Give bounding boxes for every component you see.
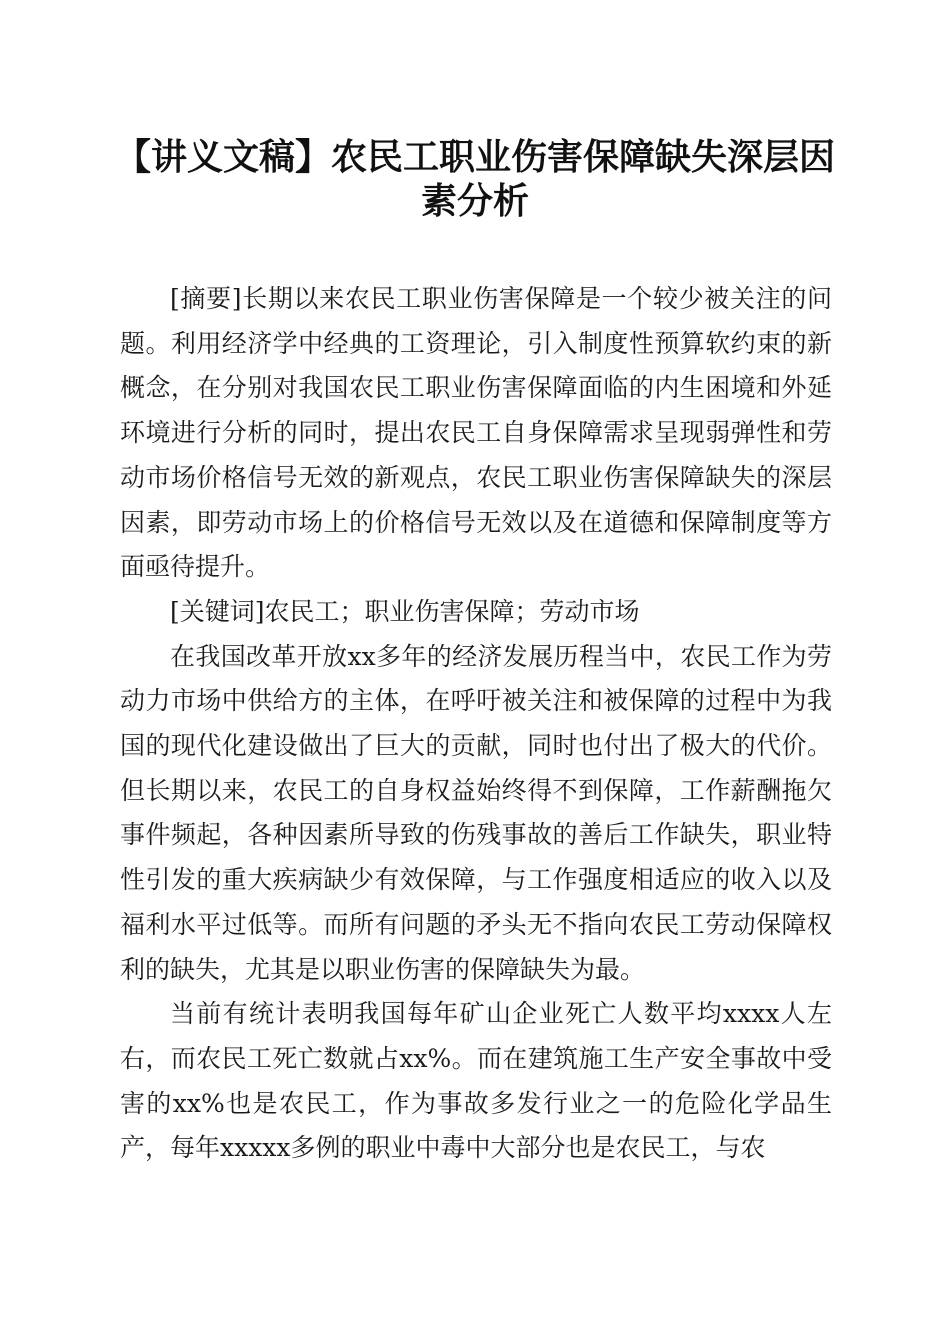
document-body [120, 277, 832, 1171]
abstract-paragraph: [摘要]长期以来农民工职业伤害保障是一个较少被关注的问题。利用经济学中经典的工资理论，引入制度性预算软约束的新概念，在分别对我国农民工职业伤害保障面临的内生困境和外延环境进行分析的同时，提出农民工自身保障需求呈现弱弹性和劳动市场价格信号无效的新观点，农民工职业伤害保障缺失的深层因素，即劳动市场上的价格信号无效以及在道德和保障制度等方面亟待提升。 [120, 284, 832, 582]
body-paragraph: 当前有统计表明我国每年矿山企业死亡人数平均xxxx人左右，而农民工死亡数就占xx%。而在建筑施工生产安全事故中受害的xx%也是农民工，作为事故多发行业之一的危险化学品生产，每年xxxxx多例的职业中毒中大部分也是农民工，与农 [120, 999, 832, 1163]
document-title: 【讲义文稿】农民工职业伤害保障缺失深层因素分析 [114, 136, 835, 222]
body-paragraph: 在我国改革开放xx多年的经济发展历程当中，农民工作为劳动力市场中供给方的主体，在呼吁被关注和被保障的过程中为我国的现代化建设做出了巨大的贡献，同时也付出了极大的代价。但长期以来，农民工的自身权益始终得不到保障，工作薪酬拖欠事件频起，各种因素所导致的伤残事故的善后工作缺失，职业特性引发的重大疾病缺少有效保障，与工作强度相适应的收入以及福利水平过低等。而所有问题的矛头无不指向农民工劳动保障权利的缺失，尤其是以职业伤害的保障缺失为最。 [120, 641, 832, 984]
keywords-paragraph: [关键词]农民工；职业伤害保障；劳动市场 [170, 596, 640, 626]
